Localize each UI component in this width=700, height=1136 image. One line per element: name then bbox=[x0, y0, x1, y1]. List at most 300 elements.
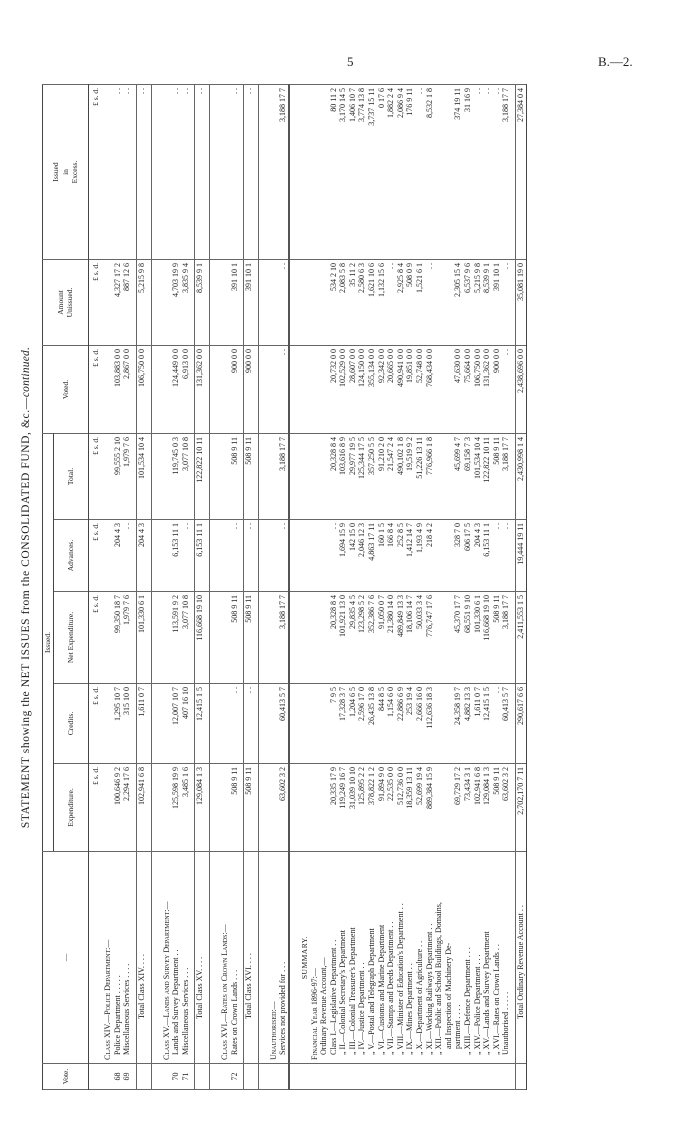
amount-voted: 900 0 0 bbox=[230, 346, 240, 434]
summary-amount-net: 29,835 4 5 bbox=[348, 592, 358, 684]
summary-amount-voted: 106,750 0 0 bbox=[473, 346, 483, 434]
summary-label: „ VI.—Customs and Marine Department bbox=[377, 852, 387, 1064]
summary-amount-exc: 1,882 2 4 bbox=[386, 85, 396, 260]
amount-tot: 1,979 7 6 bbox=[122, 434, 132, 520]
summary-row bbox=[396, 85, 406, 1090]
amount-voted: 124,449 0 0 bbox=[171, 346, 181, 434]
vote-label: Rates on Crown Lands . . . bbox=[230, 852, 240, 1064]
spacer-cell bbox=[151, 684, 162, 764]
empty-cell bbox=[103, 434, 113, 520]
net-issues-table bbox=[42, 84, 527, 1090]
summary-amount-tot: 776,966 1 8 bbox=[425, 434, 435, 520]
summary-row bbox=[463, 85, 473, 1090]
amount-tot: 119,745 0 3 bbox=[171, 434, 181, 520]
summary-row bbox=[425, 85, 435, 1090]
summary-amount-cr: 112,636 18 3 bbox=[425, 684, 435, 764]
vote-number: 69 bbox=[122, 1064, 132, 1090]
spacer-cell bbox=[258, 852, 269, 1064]
empty-cell bbox=[300, 346, 310, 434]
summary-amount-exp: 31,039 10 10 bbox=[348, 764, 358, 852]
class-heading-row bbox=[103, 85, 113, 1090]
spacer-cell bbox=[258, 592, 269, 684]
summary-label: „ X.—Department of Agriculture . . bbox=[415, 852, 425, 1064]
summary-amount-exp: 129,084 1 3 bbox=[482, 764, 492, 852]
summary-amount-unis: . . bbox=[501, 260, 511, 346]
summary-amount-cr: 7 9 5 bbox=[329, 684, 339, 764]
spacer-cell bbox=[258, 764, 269, 852]
summary-amount-adv: 142 15 0 bbox=[348, 520, 358, 592]
summary-amount-tot bbox=[444, 434, 454, 520]
summary-amount-exc: 0 17 6 bbox=[377, 85, 387, 260]
summary-amount-adv: . . bbox=[329, 520, 339, 592]
summary-row bbox=[329, 85, 339, 1090]
amount-exp: 63,602 3 2 bbox=[278, 764, 289, 852]
grand-total-exp: 2,702,170 7 11 bbox=[515, 764, 526, 852]
summary-amount-unis bbox=[434, 260, 444, 346]
grand-total-label: Total Ordinary Revenue Account . . bbox=[515, 852, 526, 1064]
amount-exp: 508 9 11 bbox=[244, 764, 254, 852]
empty-cell bbox=[103, 764, 113, 852]
class-heading-row bbox=[220, 85, 230, 1090]
summary-amount-tot: 490,102 1 8 bbox=[396, 434, 406, 520]
spacer-cell bbox=[209, 520, 220, 592]
vote-cell bbox=[329, 1064, 339, 1090]
vote-cell bbox=[310, 1064, 320, 1090]
spacer-cell bbox=[290, 1064, 300, 1090]
summary-row bbox=[386, 85, 396, 1090]
vote-number bbox=[195, 1064, 205, 1090]
summary-amount-cr: 1,154 6 0 bbox=[386, 684, 396, 764]
class-heading: Class XV.—Lands and Survey Department:— bbox=[162, 852, 172, 1064]
rotated-statement bbox=[20, 85, 688, 1090]
empty-cell bbox=[269, 346, 279, 434]
empty-cell bbox=[310, 684, 320, 764]
amount-adv: . . bbox=[244, 520, 254, 592]
amount-exc: . . bbox=[181, 85, 191, 260]
vote-number: 70 bbox=[171, 1064, 181, 1090]
summary-heading: SUMMARY. bbox=[300, 852, 310, 1064]
amount-voted: 6,913 0 0 bbox=[181, 346, 191, 434]
summary-amount-adv: 6,153 11 1 bbox=[482, 520, 492, 592]
summary-amount-unis: 534 2 10 bbox=[329, 260, 339, 346]
spacer-cell bbox=[209, 852, 220, 1064]
spacer-cell bbox=[151, 592, 162, 684]
summary-amount-net: 45,370 17 7 bbox=[453, 592, 463, 684]
summary-amount-exc: 3,737 15 11 bbox=[367, 85, 377, 260]
summary-amount-tot: 3,188 17 7 bbox=[501, 434, 511, 520]
summary-amount-cr: 17,328 3 7 bbox=[338, 684, 348, 764]
summary-amount-net: 116,668 19 10 bbox=[482, 592, 492, 684]
spacer-cell bbox=[290, 434, 300, 520]
empty-cell bbox=[220, 684, 230, 764]
total-label: Total Class XVI. . . . bbox=[244, 852, 254, 1064]
summary-amount-cr: 24,358 19 7 bbox=[453, 684, 463, 764]
summary-amount-unis: 2,580 6 3 bbox=[357, 260, 367, 346]
grand-total-tot: 2,430,998 1 4 bbox=[515, 434, 526, 520]
table-body bbox=[88, 85, 526, 1090]
vote-cell bbox=[300, 1064, 310, 1090]
summary-amount-cr: 1,204 6 5 bbox=[348, 684, 358, 764]
summary-amount-exc: 374 19 11 bbox=[453, 85, 463, 260]
amount-exc: . . bbox=[244, 85, 254, 260]
summary-row bbox=[357, 85, 367, 1090]
amount-unis: 3,835 9 4 bbox=[181, 260, 191, 346]
empty-cell bbox=[319, 684, 329, 764]
spacer-row bbox=[290, 85, 300, 1090]
summary-label: „ XII.—Public and School Buildings, Domains, bbox=[434, 852, 444, 1064]
amount-unis: . . bbox=[278, 260, 289, 346]
empty-cell bbox=[220, 434, 230, 520]
summary-amount-tot: 19,519 9 2 bbox=[405, 434, 415, 520]
amount-voted: . . bbox=[278, 346, 289, 434]
summary-row bbox=[405, 85, 415, 1090]
empty-cell bbox=[103, 684, 113, 764]
vote-cell bbox=[444, 1064, 454, 1090]
summary-row bbox=[434, 85, 444, 1090]
summary-amount-cr: 12,415 1 5 bbox=[482, 684, 492, 764]
summary-amount-exp: 119,249 16 7 bbox=[338, 764, 348, 852]
vote-cell bbox=[357, 1064, 367, 1090]
vote-number: 68 bbox=[113, 1064, 123, 1090]
class-heading: Unauthorised:— bbox=[269, 852, 279, 1064]
amount-net: 508 9 11 bbox=[230, 592, 240, 684]
summary-label: Unauthorised . . . . . bbox=[501, 852, 511, 1064]
empty-cell bbox=[162, 346, 172, 434]
summary-amount-unis: 508 0 9 bbox=[405, 260, 415, 346]
empty-cell bbox=[220, 592, 230, 684]
spacer-cell bbox=[258, 684, 269, 764]
summary-amount-cr: . . bbox=[492, 684, 502, 764]
spacer-cell bbox=[209, 592, 220, 684]
amount-exp: 125,598 19 9 bbox=[171, 764, 181, 852]
amount-net: 113,591 9 2 bbox=[171, 592, 181, 684]
summary-amount-voted: 52,748 0 0 bbox=[415, 346, 425, 434]
ordinary-account: Ordinary Revenue Account,— bbox=[319, 852, 329, 1064]
spacer-cell bbox=[290, 852, 300, 1064]
summary-amount-exp: 20,335 17 9 bbox=[329, 764, 339, 852]
amount-cr: 60,413 5 7 bbox=[278, 684, 289, 764]
summary-amount-adv: 4,863 17 11 bbox=[367, 520, 377, 592]
summary-label: „ V.—Postal and Telegraph Department bbox=[367, 852, 377, 1064]
spacer-cell bbox=[290, 346, 300, 434]
spacer-cell bbox=[258, 85, 269, 260]
vote-cell bbox=[103, 1064, 113, 1090]
empty-cell bbox=[162, 434, 172, 520]
vote-cell bbox=[367, 1064, 377, 1090]
summary-amount-net: 352,386 7 6 bbox=[367, 592, 377, 684]
summary-amount-exp: 63,602 3 2 bbox=[501, 764, 511, 852]
spacer-cell bbox=[151, 434, 162, 520]
empty-cell bbox=[162, 684, 172, 764]
summary-amount-adv: 204 4 3 bbox=[473, 520, 483, 592]
summary-label: partment . . . . bbox=[453, 852, 463, 1064]
summary-amount-adv: 166 8 4 bbox=[386, 520, 396, 592]
summary-amount-tot: 69,158 7 3 bbox=[463, 434, 473, 520]
summary-amount-net: 776,747 17 6 bbox=[425, 592, 435, 684]
empty-cell bbox=[300, 260, 310, 346]
amount-tot: 99,555 2 10 bbox=[113, 434, 123, 520]
summary-amount-unis: 1,132 15 6 bbox=[377, 260, 387, 346]
units-cell: £ s. d. bbox=[88, 764, 103, 852]
spacer-cell bbox=[151, 346, 162, 434]
class-total-row bbox=[244, 85, 254, 1090]
vote-cell bbox=[453, 1064, 463, 1090]
class-heading-row bbox=[269, 85, 279, 1090]
units-cell bbox=[88, 1064, 103, 1090]
amount-adv: . . bbox=[181, 520, 191, 592]
summary-heading-row bbox=[300, 85, 310, 1090]
summary-amount-exp: 52,699 19 4 bbox=[415, 764, 425, 852]
header-excess-line1: Issued bbox=[50, 162, 60, 182]
summary-amount-adv: 2,046 12 3 bbox=[357, 520, 367, 592]
vote-cell bbox=[492, 1064, 502, 1090]
empty-cell bbox=[220, 260, 230, 346]
summary-amount-unis: 2,083 5 8 bbox=[338, 260, 348, 346]
empty-cell bbox=[269, 592, 279, 684]
summary-amount-voted bbox=[434, 346, 444, 434]
vote-cell bbox=[515, 1064, 526, 1090]
amount-net: 101,330 6 1 bbox=[136, 592, 146, 684]
summary-amount-unis: 2,925 8 4 bbox=[396, 260, 406, 346]
amount-cr: 315 10 0 bbox=[122, 684, 132, 764]
summary-label: „ VIII.—Minister of Education's Department . . bbox=[396, 852, 406, 1064]
ordinary-account-row bbox=[319, 85, 329, 1090]
amount-net: 508 9 11 bbox=[244, 592, 254, 684]
amount-exp: 129,084 1 3 bbox=[195, 764, 205, 852]
summary-amount-exp: 73,434 3 1 bbox=[463, 764, 473, 852]
amount-tot: 508 9 11 bbox=[230, 434, 240, 520]
empty-cell bbox=[269, 260, 279, 346]
amount-adv: . . bbox=[278, 520, 289, 592]
spacer-cell bbox=[290, 592, 300, 684]
empty-cell bbox=[269, 85, 279, 260]
summary-amount-tot: 91,210 2 0 bbox=[377, 434, 387, 520]
summary-amount-exc: 1,406 10 7 bbox=[348, 85, 358, 260]
header-total: Total. bbox=[53, 434, 88, 520]
vote-cell bbox=[473, 1064, 483, 1090]
summary-amount-net: 50,033 3 4 bbox=[415, 592, 425, 684]
empty-cell bbox=[319, 85, 329, 260]
summary-label: „ IV.—Justice Department . . bbox=[357, 852, 367, 1064]
empty-cell bbox=[162, 764, 172, 852]
summary-amount-voted: 20,732 0 0 bbox=[329, 346, 339, 434]
summary-amount-exc: . . bbox=[492, 85, 502, 260]
spacer-cell bbox=[209, 260, 220, 346]
vote-cell bbox=[463, 1064, 473, 1090]
amount-exc: . . bbox=[230, 85, 240, 260]
summary-amount-unis bbox=[444, 260, 454, 346]
header-excess-line3: Excess. bbox=[70, 160, 80, 184]
empty-cell bbox=[300, 684, 310, 764]
summary-amount-exp: 102,941 6 8 bbox=[473, 764, 483, 852]
summary-amount-voted bbox=[444, 346, 454, 434]
amount-exp: 102,941 6 8 bbox=[136, 764, 146, 852]
vote-row bbox=[181, 85, 191, 1090]
summary-amount-tot: 21,547 2 4 bbox=[386, 434, 396, 520]
summary-amount-net: 101,921 13 0 bbox=[338, 592, 348, 684]
header-unissued-line1: Amount bbox=[55, 290, 65, 315]
amount-tot: 3,188 17 7 bbox=[278, 434, 289, 520]
summary-amount-exc bbox=[434, 85, 444, 260]
summary-amount-exc: 31 16 9 bbox=[463, 85, 473, 260]
amount-adv: 6,153 11 1 bbox=[171, 520, 181, 592]
summary-amount-cr: 2,596 17 0 bbox=[357, 684, 367, 764]
summary-amount-exc: . . bbox=[473, 85, 483, 260]
summary-amount-cr bbox=[434, 684, 444, 764]
summary-amount-exc: . . bbox=[415, 85, 425, 260]
summary-amount-adv: 1,412 14 7 bbox=[405, 520, 415, 592]
spacer-cell bbox=[151, 520, 162, 592]
vote-cell bbox=[405, 1064, 415, 1090]
vote-cell bbox=[501, 1064, 511, 1090]
amount-adv: 6,153 11 1 bbox=[195, 520, 205, 592]
units-row bbox=[88, 85, 103, 1090]
empty-cell bbox=[310, 346, 320, 434]
spacer-cell bbox=[290, 260, 300, 346]
spacer-cell bbox=[290, 764, 300, 852]
amount-tot: 3,077 10 8 bbox=[181, 434, 191, 520]
spacer-cell bbox=[290, 520, 300, 592]
summary-amount-voted: 47,630 0 0 bbox=[453, 346, 463, 434]
summary-amount-adv: 1,694 15 9 bbox=[338, 520, 348, 592]
empty-cell bbox=[319, 346, 329, 434]
summary-amount-tot: 122,822 10 11 bbox=[482, 434, 492, 520]
spacer-cell bbox=[151, 85, 162, 260]
summary-label: „ II.—Colonial Secretary's Department bbox=[338, 852, 348, 1064]
empty-cell bbox=[269, 434, 279, 520]
vote-cell bbox=[220, 1064, 230, 1090]
amount-net: 99,350 18 7 bbox=[113, 592, 123, 684]
summary-amount-exp: 512,736 0 0 bbox=[396, 764, 406, 852]
empty-cell bbox=[103, 346, 113, 434]
vote-cell bbox=[396, 1064, 406, 1090]
summary-amount-cr: 60,413 5 7 bbox=[501, 684, 511, 764]
summary-amount-cr: 4,882 13 3 bbox=[463, 684, 473, 764]
summary-amount-net: 21,380 14 0 bbox=[386, 592, 396, 684]
header-row-1 bbox=[43, 85, 54, 1090]
amount-unis: 391 10 1 bbox=[230, 260, 240, 346]
empty-cell bbox=[220, 764, 230, 852]
amount-exp: 508 9 11 bbox=[230, 764, 240, 852]
vote-cell bbox=[319, 1064, 329, 1090]
summary-amount-voted: 124,150 0 0 bbox=[357, 346, 367, 434]
summary-amount-exp: 18,359 13 11 bbox=[405, 764, 415, 852]
amount-exp: 3,485 1 6 bbox=[181, 764, 191, 852]
vote-number: 71 bbox=[181, 1064, 191, 1090]
amount-adv: . . bbox=[122, 520, 132, 592]
amount-voted: 131,362 0 0 bbox=[195, 346, 205, 434]
amount-exc: . . bbox=[113, 85, 123, 260]
empty-cell bbox=[300, 592, 310, 684]
summary-amount-tot: 45,699 4 7 bbox=[453, 434, 463, 520]
spacer-cell bbox=[151, 764, 162, 852]
summary-amount-exp: 889,384 15 9 bbox=[425, 764, 435, 852]
summary-label: and Inspection of Machinery De- bbox=[444, 852, 454, 1064]
spacer-cell bbox=[151, 260, 162, 346]
empty-cell bbox=[103, 592, 113, 684]
summary-amount-exc: 3,170 14 5 bbox=[338, 85, 348, 260]
summary-amount-cr: 1,611 0 7 bbox=[473, 684, 483, 764]
summary-label: „ VII.—Stamps and Deeds Department . . bbox=[386, 852, 396, 1064]
amount-net: 116,668 19 10 bbox=[195, 592, 205, 684]
summary-amount-voted: 28,607 0 0 bbox=[348, 346, 358, 434]
header-voted: Voted. bbox=[43, 346, 89, 434]
summary-amount-voted: 768,434 0 0 bbox=[425, 346, 435, 434]
summary-amount-voted: 75,664 0 0 bbox=[463, 346, 473, 434]
summary-amount-tot: 508 9 11 bbox=[492, 434, 502, 520]
grand-total-unis: 35,081 19 0 bbox=[515, 260, 526, 346]
summary-amount-adv: 218 4 2 bbox=[425, 520, 435, 592]
summary-amount-adv: 160 1 5 bbox=[377, 520, 387, 592]
amount-adv: 204 4 3 bbox=[113, 520, 123, 592]
summary-row bbox=[367, 85, 377, 1090]
summary-amount-exc: . . bbox=[482, 85, 492, 260]
spacer-cell bbox=[258, 1064, 269, 1090]
summary-amount-tot: 29,977 19 5 bbox=[348, 434, 358, 520]
amount-unis: 8,539 9 1 bbox=[195, 260, 205, 346]
class-total-row bbox=[195, 85, 205, 1090]
class-total-row bbox=[136, 85, 146, 1090]
summary-amount-unis: 2,305 15 4 bbox=[453, 260, 463, 346]
amount-exp: 2,294 17 6 bbox=[122, 764, 132, 852]
summary-amount-net: 20,328 8 4 bbox=[329, 592, 339, 684]
summary-amount-net: 489,849 13 3 bbox=[396, 592, 406, 684]
empty-cell bbox=[310, 592, 320, 684]
title-continued: continued. bbox=[20, 346, 32, 398]
summary-amount-tot: 357,250 5 5 bbox=[367, 434, 377, 520]
summary-amount-unis: 391 10 1 bbox=[492, 260, 502, 346]
spacer-row bbox=[258, 85, 269, 1090]
summary-amount-tot: 20,328 8 4 bbox=[329, 434, 339, 520]
empty-cell bbox=[269, 684, 279, 764]
amount-cr: 12,007 10 7 bbox=[171, 684, 181, 764]
summary-row bbox=[377, 85, 387, 1090]
amount-unis: 5,215 9 8 bbox=[136, 260, 146, 346]
total-label: Total Class XV. . . . bbox=[195, 852, 205, 1064]
vote-cell bbox=[338, 1064, 348, 1090]
empty-cell bbox=[162, 592, 172, 684]
summary-amount-exc: 8,532 1 8 bbox=[425, 85, 435, 260]
empty-cell bbox=[319, 434, 329, 520]
page-number: 5 bbox=[347, 54, 354, 69]
spacer-cell bbox=[290, 684, 300, 764]
amount-exp: 100,646 9 2 bbox=[113, 764, 123, 852]
class-heading: Class XVI.—Rates on Crown Lands:— bbox=[220, 852, 230, 1064]
empty-cell bbox=[103, 260, 113, 346]
empty-cell bbox=[300, 520, 310, 592]
summary-row bbox=[444, 85, 454, 1090]
vote-number bbox=[278, 1064, 289, 1090]
spacer-cell bbox=[209, 434, 220, 520]
summary-row bbox=[453, 85, 463, 1090]
statement-title bbox=[20, 85, 32, 1090]
summary-amount-voted: . . bbox=[501, 346, 511, 434]
amount-unis: 4,703 19 9 bbox=[171, 260, 181, 346]
header-advances: Advances. bbox=[53, 520, 88, 592]
vote-cell bbox=[162, 1064, 172, 1090]
vote-cell bbox=[386, 1064, 396, 1090]
summary-amount-cr: 844 8 5 bbox=[377, 684, 387, 764]
empty-cell bbox=[300, 764, 310, 852]
summary-amount-voted: 92,342 0 0 bbox=[377, 346, 387, 434]
empty-cell bbox=[310, 260, 320, 346]
summary-amount-tot bbox=[434, 434, 444, 520]
empty-cell bbox=[310, 520, 320, 592]
grand-total-cr: 290,617 6 6 bbox=[515, 684, 526, 764]
header-credits: Credits. bbox=[53, 684, 88, 764]
units-cell: £ s. d. bbox=[88, 592, 103, 684]
spacer-cell bbox=[258, 346, 269, 434]
